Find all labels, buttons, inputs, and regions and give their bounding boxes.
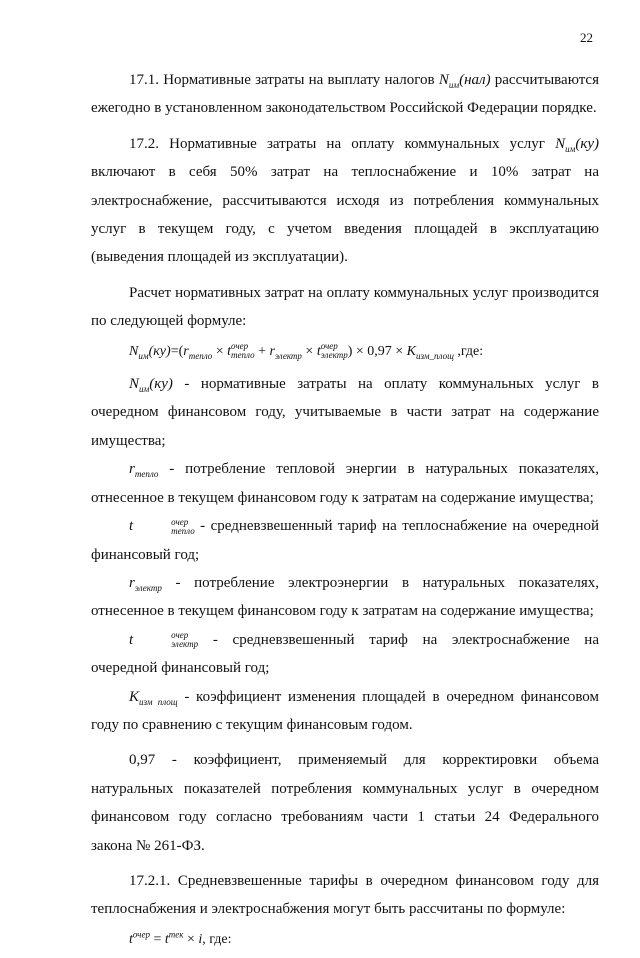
paragraph-17-2-1: 17.2.1. Средневзвешенные тарифы в очередном финансовом году для теплоснабжения и электроснабжения могут быть рассчитаны по формуле: <box>91 872 599 918</box>
paragraph-17-1: 17.1. Нормативные затраты на выплату налогов $N_{им}(нал)$ рассчитываются ежегодно в установленном законодательством Российской Федерации порядке. <box>91 72 599 117</box>
definition-t-teplo: t очер тепло - средневзвешенный тариф на теплоснабжение на очередной финансовый год; <box>91 516 599 563</box>
paragraph-17-2: 17.2. Нормативные затраты на оплату коммунальных услуг $N_{им}(ку)$ включают в себя 50% затрат на теплоснабжение и 10% затрат на электроснабжение, рассчитываются исходя из потребления коммунальных услуг в текущем году, с учетом введения площадей в эксплуатацию (выведения площадей из эксплуатации). <box>91 135 599 266</box>
definition-t-elektr: t очер электр - средневзвешенный тариф на электроснабжение на очередной финансовый год; <box>91 630 599 677</box>
paragraph-formula-intro: Расчет нормативных затрат на оплату коммунальных услуг производится по следующей формуле: <box>91 284 599 330</box>
definition-r-elektr: $r_{электр}$ - потребление электроэнергии в натуральных показателях, отнесенное в текущем финансовом году к затратам на содержание имущества; <box>91 574 599 620</box>
definition-r-teplo: $r_{тепло}$ - потребление тепловой энергии в натуральных показателях, отнесенное в текущем финансовом году к затратам на содержание имущества; <box>91 461 599 506</box>
formula-main: $N_{им}(ку)=(r_{тепло} \times t$ очер тепло + $r_{электр} \times t$ очер электр ) × $0,97 \times K_{изм\_площ}$ ,где: <box>129 341 484 361</box>
definition-k-izm-plosch: $K_{изм площ}$ - коэффициент изменения площадей в очередном финансовом году по сравнению с текущим финансовым годом. <box>91 688 600 733</box>
definition-n-ku: $N_{им}(ку)$ - нормативные затраты на оплату коммунальных услуг в очередном финансовом году, учитываемые в части затрат на содержание имущества; <box>91 376 599 449</box>
paragraph-coefficient: 0,97 - коэффициент, применяемый для корректировки объема натуральных показателей потребления коммунальных услуг в очередном финансовом году согласно требованиям части 1 статьи 24 Федерального закона № 261-ФЗ. <box>91 752 599 854</box>
document-body <box>91 66 599 958</box>
formula-tariff: $t^{очер} = t^{тек} \times i$, где: <box>129 929 232 947</box>
page-number: 22 <box>580 30 593 45</box>
